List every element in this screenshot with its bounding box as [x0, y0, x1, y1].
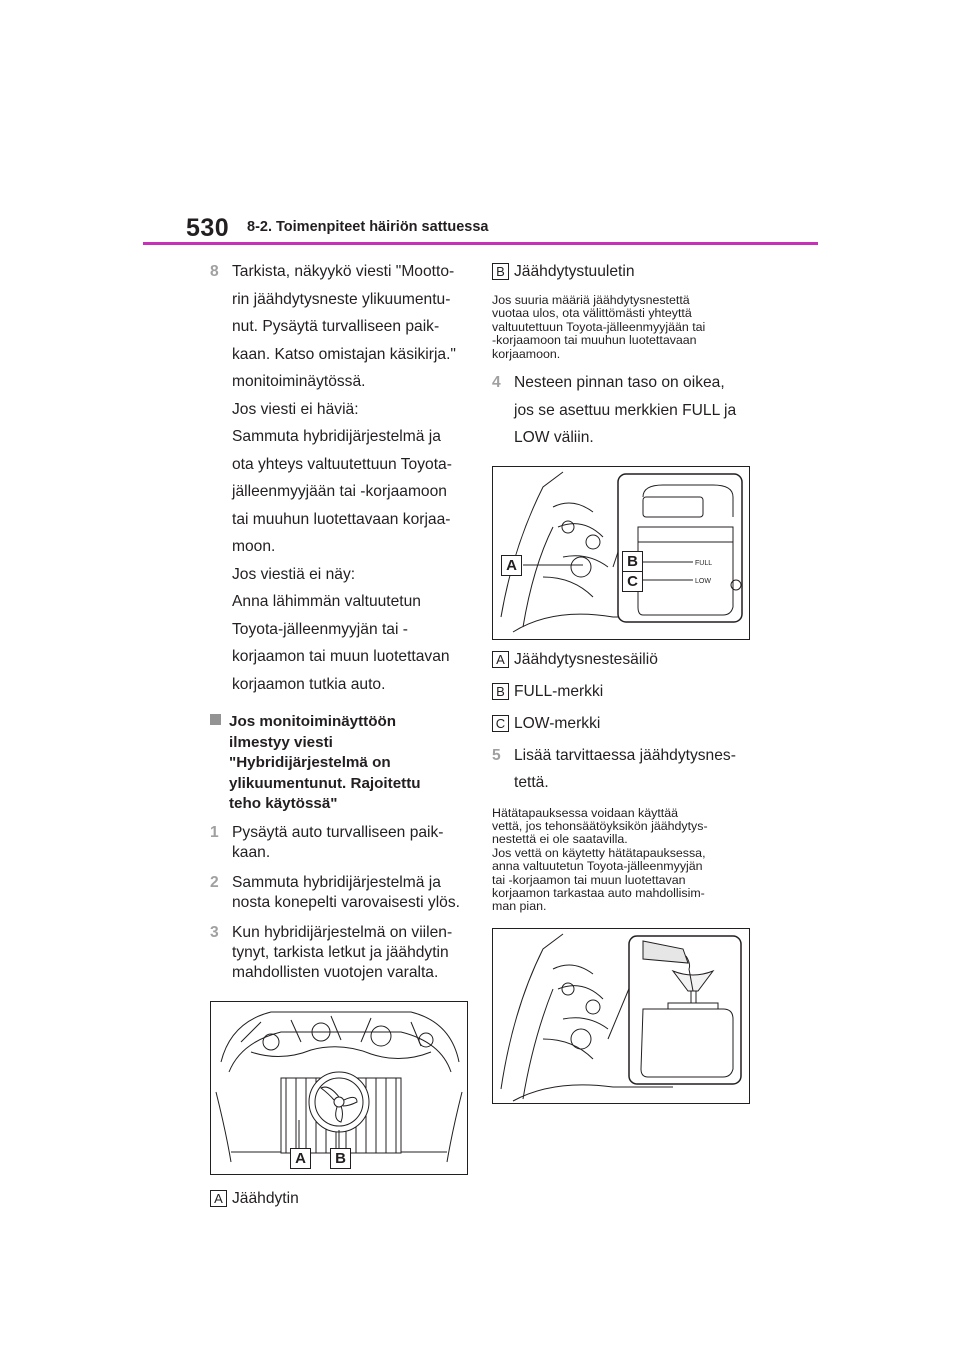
step-1	[210, 823, 472, 863]
step-2	[210, 873, 472, 913]
legend-badge: B	[492, 263, 509, 280]
step-8-line: nut. Pysäytä turvalliseen paik-	[232, 318, 440, 335]
left-column	[210, 258, 472, 1209]
figure-label-a: A	[290, 1148, 311, 1169]
legend-item	[492, 650, 754, 670]
note-line: anna valtuutetun Toyota-jälleenmyyjän	[492, 859, 703, 874]
radiator-figure	[210, 1001, 468, 1175]
step-3-line: mahdollisten vuotojen varalta.	[232, 963, 439, 981]
step-4-line: jos se asettuu merkkien FULL ja	[514, 401, 737, 419]
heading-line: Jos monitoiminäyttöön	[229, 713, 397, 730]
legend-badge: B	[492, 683, 509, 700]
legend-badge: C	[492, 715, 509, 732]
step-8-line: korjaamon tai muun luotettavan	[232, 648, 450, 665]
step-5	[492, 742, 754, 797]
step-8-line: tai muuhun luotettavaan korjaa-	[232, 510, 451, 528]
note-line: tai -korjaamon tai muun luotettavan	[492, 872, 686, 887]
figure-label-c: C	[622, 571, 643, 592]
step-8-line: Anna lähimmän valtuutetun	[232, 593, 421, 610]
step-number: 5	[492, 746, 501, 764]
figure-label-a: A	[501, 555, 522, 576]
right-column	[492, 258, 754, 1104]
heading-line: "Hybridijärjestelmä on	[229, 754, 391, 771]
note-line: korjaamon tarkastaa auto mahdollisim-	[492, 885, 705, 900]
note-line: vuotaa ulos, ota välittömästi yhteyttä	[492, 306, 692, 321]
note-line: Jos suuria määriä jäähdytysnestettä	[492, 293, 690, 307]
figure-label-b: B	[330, 1148, 351, 1169]
legend-item	[210, 1189, 472, 1209]
step-8-line: Sammuta hybridijärjestelmä ja	[232, 428, 441, 445]
figure-label-b: B	[622, 551, 643, 572]
reservoir-illustration	[493, 467, 749, 639]
note-line: man pian.	[492, 899, 547, 914]
subsection-heading	[210, 712, 472, 815]
note-line: -korjaamoon tai muuhun luotettavaan	[492, 333, 697, 348]
step-4	[492, 369, 754, 452]
coolant-leak-note	[492, 294, 754, 361]
step-4-line: LOW väliin.	[514, 429, 594, 447]
note-line: valtuutettuun Toyota-jälleenmyyjään tai	[492, 319, 706, 334]
emergency-water-note	[492, 807, 754, 914]
step-2-line: nosta konepelti varovaisesti ylös.	[232, 893, 460, 911]
header-divider	[143, 242, 818, 245]
legend-badge: A	[210, 1190, 227, 1207]
legend-text: Jäähdytysnestesäiliö	[514, 650, 658, 668]
legend-item	[492, 262, 754, 282]
step-8-line: moon.	[232, 538, 276, 555]
step-8-line: monitoiminäytössä.	[232, 373, 366, 390]
legend-text: FULL-merkki	[514, 682, 604, 700]
step-number: 1	[210, 823, 219, 841]
step-8-line: kaan. Katso omistajan käsikirja."	[232, 345, 456, 363]
legend-item	[492, 714, 754, 734]
step-number: 4	[492, 374, 501, 392]
step-1-line: Pysäytä auto turvalliseen paik-	[232, 823, 444, 841]
note-line: korjaamoon.	[492, 346, 561, 361]
section-title: 8-2. Toimenpiteet häiriön sattuessa	[247, 219, 489, 235]
heading-square-icon	[210, 714, 221, 725]
note-line: Hätätapauksessa voidaan käyttää	[492, 805, 678, 820]
step-8	[210, 258, 472, 698]
step-number: 2	[210, 873, 219, 891]
note-line: nestettä ei ole saatavilla.	[492, 832, 628, 847]
legend-badge: A	[492, 651, 509, 668]
step-8-line: Toyota-jälleenmyyjän tai -	[232, 620, 408, 638]
step-8-line: rin jäähdytysneste ylikuumentu-	[232, 290, 451, 308]
note-line: vettä, jos tehonsäätöyksikön jäähdytys-	[492, 818, 708, 833]
heading-line: teho käytössä"	[229, 795, 338, 812]
legend-text: LOW-merkki	[514, 714, 601, 732]
step-1-line: kaan.	[232, 843, 271, 861]
step-3-line: tynyt, tarkista letkut ja jäähdytin	[232, 943, 449, 961]
refill-figure	[492, 928, 750, 1104]
step-number: 8	[210, 263, 219, 280]
step-5-line: Lisää tarvittaessa jäähdytysnes-	[514, 746, 736, 764]
note-line: Jos vettä on käytetty hätätapauksessa,	[492, 845, 706, 860]
legend-text: Jäähdytystuuletin	[514, 263, 635, 280]
refill-illustration	[493, 929, 749, 1103]
step-8-line: korjaamon tutkia auto.	[232, 675, 386, 693]
legend-item	[492, 682, 754, 702]
step-3	[210, 923, 472, 983]
step-3-line: Kun hybridijärjestelmä on viilen-	[232, 923, 453, 941]
step-5-line: tettä.	[514, 774, 549, 792]
heading-line: ylikuumentunut. Rajoitettu	[229, 774, 421, 792]
step-8-line: Jos viestiä ei näy:	[232, 565, 356, 583]
step-8-line: jälleenmyyjään tai -korjaamoon	[232, 483, 447, 500]
step-4-line: Nesteen pinnan taso on oikea,	[514, 374, 725, 392]
reservoir-figure	[492, 466, 750, 640]
step-number: 3	[210, 923, 219, 941]
full-mark-text: FULL	[695, 559, 713, 567]
step-8-line: ota yhteys valtuutettuun Toyota-	[232, 455, 452, 473]
step-2-line: Sammuta hybridijärjestelmä ja	[232, 873, 441, 891]
legend-text: Jäähdytin	[232, 1189, 299, 1207]
heading-line: ilmestyy viesti	[229, 733, 333, 751]
low-mark-text: LOW	[695, 577, 711, 585]
step-8-line: Tarkista, näkyykö viesti "Mootto-	[232, 263, 455, 280]
step-8-line: Jos viesti ei häviä:	[232, 400, 359, 418]
page-number: 530	[186, 214, 230, 242]
